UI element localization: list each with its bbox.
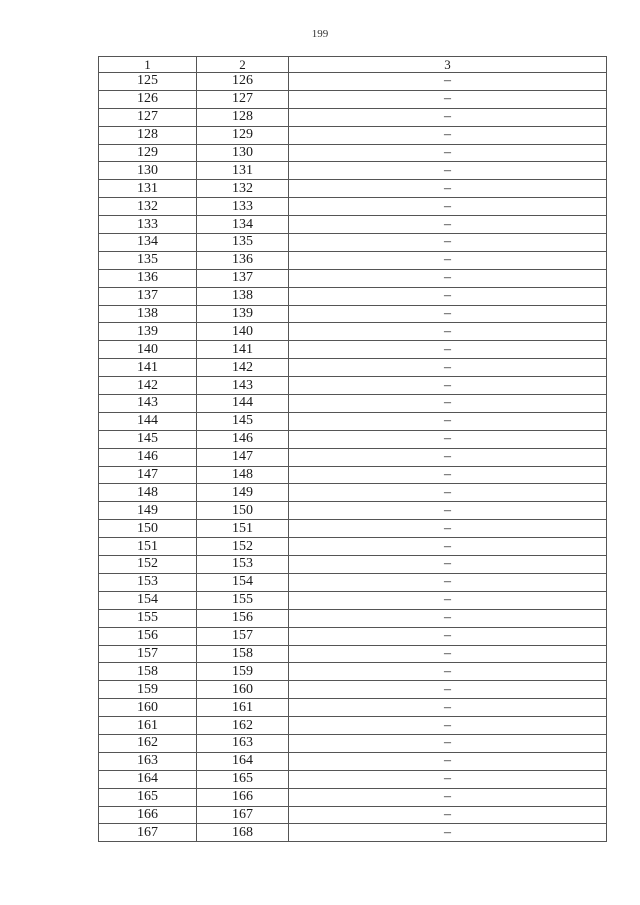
table-cell-col1: 160 — [99, 699, 197, 717]
column-header-2: 2 — [197, 57, 289, 73]
table-cell-col3: – — [289, 681, 607, 699]
table-cell-col3: – — [289, 144, 607, 162]
table-cell-col1: 166 — [99, 806, 197, 824]
table-cell-col1: 147 — [99, 466, 197, 484]
table-cell-col3: – — [289, 341, 607, 359]
table-row — [99, 770, 607, 788]
table-cell-col1: 132 — [99, 198, 197, 216]
table-cell-col2: 146 — [197, 430, 289, 448]
table-cell-col3: – — [289, 395, 607, 413]
table-row — [99, 752, 607, 770]
table-row — [99, 377, 607, 395]
table-cell-col3: – — [289, 359, 607, 377]
table-cell-col3: – — [289, 269, 607, 287]
table-cell-col1: 163 — [99, 752, 197, 770]
table-row — [99, 162, 607, 180]
table-cell-col3: – — [289, 645, 607, 663]
table-row — [99, 556, 607, 574]
table-cell-col1: 162 — [99, 734, 197, 752]
table-row — [99, 824, 607, 842]
table-cell-col3: – — [289, 287, 607, 305]
table-cell-col1: 154 — [99, 591, 197, 609]
table-cell-col1: 149 — [99, 502, 197, 520]
table-cell-col3: – — [289, 251, 607, 269]
table-cell-col2: 132 — [197, 180, 289, 198]
table-cell-col3: – — [289, 323, 607, 341]
table-cell-col3: – — [289, 305, 607, 323]
table-cell-col3: – — [289, 412, 607, 430]
table-cell-col2: 148 — [197, 466, 289, 484]
table-cell-col2: 129 — [197, 126, 289, 144]
table-cell-col2: 153 — [197, 556, 289, 574]
table-row — [99, 144, 607, 162]
table-row — [99, 251, 607, 269]
table-cell-col1: 141 — [99, 359, 197, 377]
table-row — [99, 323, 607, 341]
table-cell-col2: 139 — [197, 305, 289, 323]
table-row — [99, 126, 607, 144]
table-body — [99, 73, 607, 842]
table-row — [99, 269, 607, 287]
table-cell-col2: 157 — [197, 627, 289, 645]
table-cell-col1: 139 — [99, 323, 197, 341]
table-row — [99, 108, 607, 126]
table-row — [99, 466, 607, 484]
table-cell-col3: – — [289, 752, 607, 770]
table-row — [99, 234, 607, 252]
table-cell-col2: 147 — [197, 448, 289, 466]
table-cell-col1: 145 — [99, 430, 197, 448]
table-cell-col2: 163 — [197, 734, 289, 752]
table-cell-col2: 127 — [197, 90, 289, 108]
table-cell-col2: 144 — [197, 395, 289, 413]
table-cell-col2: 137 — [197, 269, 289, 287]
table-row — [99, 395, 607, 413]
table-cell-col3: – — [289, 717, 607, 735]
table-cell-col2: 152 — [197, 538, 289, 556]
table-cell-col1: 133 — [99, 216, 197, 234]
table-cell-col2: 158 — [197, 645, 289, 663]
table-cell-col1: 138 — [99, 305, 197, 323]
header-row — [99, 57, 607, 73]
table-cell-col2: 164 — [197, 752, 289, 770]
column-header-1: 1 — [99, 57, 197, 73]
table-cell-col1: 153 — [99, 573, 197, 591]
table-cell-col1: 143 — [99, 395, 197, 413]
table-cell-col2: 167 — [197, 806, 289, 824]
table-cell-col2: 166 — [197, 788, 289, 806]
table-row — [99, 717, 607, 735]
table-row — [99, 502, 607, 520]
table-cell-col1: 167 — [99, 824, 197, 842]
table-row — [99, 538, 607, 556]
table-cell-col3: – — [289, 538, 607, 556]
table-cell-col2: 149 — [197, 484, 289, 502]
table-cell-col3: – — [289, 73, 607, 91]
table-cell-col2: 134 — [197, 216, 289, 234]
page-number: 199 — [311, 28, 329, 40]
table-row — [99, 806, 607, 824]
table-cell-col1: 150 — [99, 520, 197, 538]
table-row — [99, 591, 607, 609]
table-cell-col3: – — [289, 198, 607, 216]
table-cell-col1: 164 — [99, 770, 197, 788]
table-row — [99, 198, 607, 216]
table-cell-col1: 158 — [99, 663, 197, 681]
table-cell-col2: 131 — [197, 162, 289, 180]
table-cell-col1: 161 — [99, 717, 197, 735]
table-row — [99, 180, 607, 198]
table-cell-col1: 144 — [99, 412, 197, 430]
table-cell-col2: 145 — [197, 412, 289, 430]
table-row — [99, 520, 607, 538]
column-header-3: 3 — [289, 57, 607, 73]
table-cell-col2: 136 — [197, 251, 289, 269]
table-cell-col3: – — [289, 770, 607, 788]
table-row — [99, 448, 607, 466]
table-cell-col2: 140 — [197, 323, 289, 341]
table-cell-col3: – — [289, 484, 607, 502]
table-cell-col3: – — [289, 609, 607, 627]
table-row — [99, 359, 607, 377]
table-row — [99, 699, 607, 717]
table-cell-col3: – — [289, 699, 607, 717]
table-row — [99, 645, 607, 663]
table-row — [99, 305, 607, 323]
table-cell-col1: 135 — [99, 251, 197, 269]
table-cell-col1: 137 — [99, 287, 197, 305]
table-cell-col2: 130 — [197, 144, 289, 162]
table-header — [99, 57, 607, 73]
table-cell-col3: – — [289, 734, 607, 752]
table-cell-col2: 154 — [197, 573, 289, 591]
table-row — [99, 430, 607, 448]
table-cell-col2: 160 — [197, 681, 289, 699]
table-row — [99, 627, 607, 645]
table-cell-col3: – — [289, 180, 607, 198]
table-cell-col3: – — [289, 806, 607, 824]
table-cell-col2: 133 — [197, 198, 289, 216]
table-cell-col3: – — [289, 108, 607, 126]
table-cell-col2: 165 — [197, 770, 289, 788]
table-row — [99, 341, 607, 359]
table-cell-col1: 125 — [99, 73, 197, 91]
table-cell-col3: – — [289, 448, 607, 466]
table-cell-col3: – — [289, 502, 607, 520]
table-cell-col3: – — [289, 591, 607, 609]
table-cell-col1: 152 — [99, 556, 197, 574]
table-cell-col1: 157 — [99, 645, 197, 663]
table-cell-col1: 156 — [99, 627, 197, 645]
table-row — [99, 609, 607, 627]
table-cell-col1: 136 — [99, 269, 197, 287]
table-cell-col1: 155 — [99, 609, 197, 627]
data-table-container — [98, 56, 606, 842]
table-cell-col3: – — [289, 466, 607, 484]
table-cell-col2: 161 — [197, 699, 289, 717]
table-cell-col2: 142 — [197, 359, 289, 377]
table-cell-col3: – — [289, 234, 607, 252]
table-cell-col3: – — [289, 663, 607, 681]
table-cell-col3: – — [289, 377, 607, 395]
table-cell-col3: – — [289, 556, 607, 574]
table-cell-col3: – — [289, 520, 607, 538]
table-cell-col2: 156 — [197, 609, 289, 627]
table-cell-col1: 140 — [99, 341, 197, 359]
table-cell-col1: 126 — [99, 90, 197, 108]
table-cell-col2: 155 — [197, 591, 289, 609]
table-cell-col2: 135 — [197, 234, 289, 252]
table-row — [99, 734, 607, 752]
table-cell-col1: 148 — [99, 484, 197, 502]
table-cell-col1: 127 — [99, 108, 197, 126]
table-cell-col2: 150 — [197, 502, 289, 520]
table-cell-col1: 159 — [99, 681, 197, 699]
table-row — [99, 287, 607, 305]
table-cell-col2: 141 — [197, 341, 289, 359]
table-cell-col1: 165 — [99, 788, 197, 806]
table-cell-col1: 146 — [99, 448, 197, 466]
table-row — [99, 681, 607, 699]
table-cell-col3: – — [289, 627, 607, 645]
table-row — [99, 663, 607, 681]
table-row — [99, 90, 607, 108]
table-cell-col1: 134 — [99, 234, 197, 252]
table-cell-col1: 129 — [99, 144, 197, 162]
table-cell-col3: – — [289, 90, 607, 108]
table-row — [99, 216, 607, 234]
table-row — [99, 73, 607, 91]
table-cell-col2: 151 — [197, 520, 289, 538]
table-cell-col1: 131 — [99, 180, 197, 198]
table-cell-col2: 143 — [197, 377, 289, 395]
table-row — [99, 573, 607, 591]
table-row — [99, 412, 607, 430]
table-cell-col2: 126 — [197, 73, 289, 91]
table-cell-col3: – — [289, 126, 607, 144]
table-cell-col3: – — [289, 162, 607, 180]
table-cell-col1: 128 — [99, 126, 197, 144]
table-cell-col1: 130 — [99, 162, 197, 180]
table-cell-col1: 151 — [99, 538, 197, 556]
table-row — [99, 484, 607, 502]
table-cell-col3: – — [289, 824, 607, 842]
table-cell-col2: 168 — [197, 824, 289, 842]
table-cell-col3: – — [289, 430, 607, 448]
data-table — [98, 56, 607, 842]
table-cell-col2: 128 — [197, 108, 289, 126]
table-cell-col3: – — [289, 573, 607, 591]
table-cell-col3: – — [289, 216, 607, 234]
table-row — [99, 788, 607, 806]
table-cell-col3: – — [289, 788, 607, 806]
table-cell-col1: 142 — [99, 377, 197, 395]
table-cell-col2: 159 — [197, 663, 289, 681]
table-cell-col2: 138 — [197, 287, 289, 305]
table-cell-col2: 162 — [197, 717, 289, 735]
